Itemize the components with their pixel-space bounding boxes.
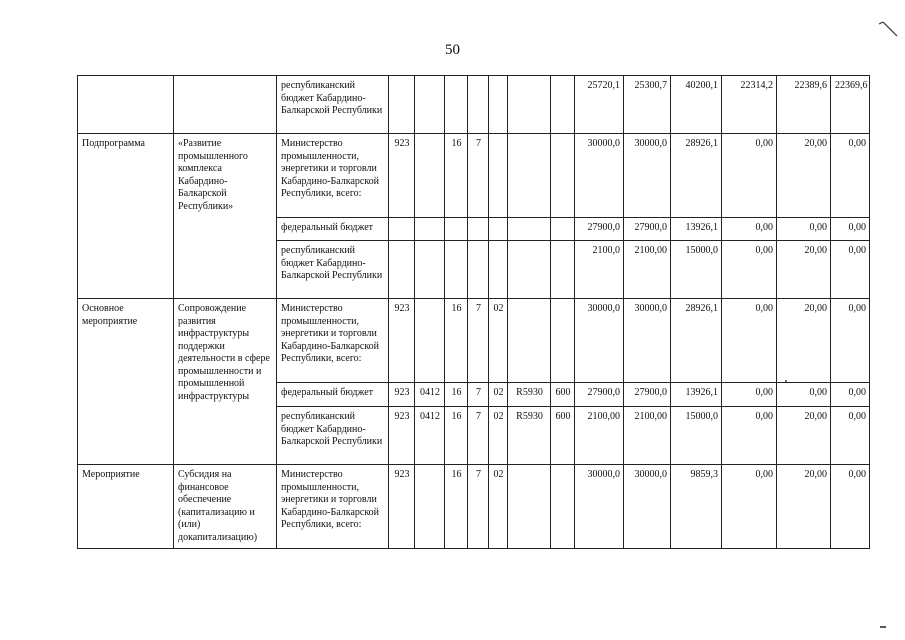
- row-kind-cell: Мероприятие: [78, 465, 174, 549]
- value-cell: 15000,0: [671, 241, 722, 299]
- value-cell: 28926,1: [671, 299, 722, 383]
- value-cell: 40200,1: [671, 76, 722, 134]
- grbs-cell: 923: [389, 299, 415, 383]
- value-cell: 0,00: [831, 218, 870, 241]
- value-cell: 25720,1: [575, 76, 624, 134]
- cs3-cell: [508, 76, 551, 134]
- vr-cell: 600: [551, 383, 575, 407]
- value-cell: 2100,00: [624, 407, 671, 465]
- pr-cell: [445, 218, 468, 241]
- table-row: [78, 76, 870, 134]
- rz-cell: 0412: [415, 383, 445, 407]
- cs2-cell: [489, 76, 508, 134]
- rz-cell: [415, 134, 445, 218]
- budget-table: [77, 75, 870, 549]
- value-cell: 0,00: [777, 218, 831, 241]
- value-cell: 0,00: [722, 299, 777, 383]
- scan-speck: [785, 380, 787, 382]
- cs3-cell: [508, 465, 551, 549]
- value-cell: 27900,0: [624, 218, 671, 241]
- cs1-cell: 7: [468, 383, 489, 407]
- value-cell: 0,00: [722, 465, 777, 549]
- value-cell: 0,00: [831, 134, 870, 218]
- scan-mark: [880, 626, 886, 628]
- cs1-cell: [468, 76, 489, 134]
- value-cell: 30000,0: [624, 465, 671, 549]
- vr-cell: 600: [551, 407, 575, 465]
- value-cell: 0,00: [722, 407, 777, 465]
- rz-cell: [415, 299, 445, 383]
- cs1-cell: [468, 218, 489, 241]
- pr-cell: 16: [445, 383, 468, 407]
- cs1-cell: [468, 241, 489, 299]
- value-cell: 9859,3: [671, 465, 722, 549]
- cs3-cell: [508, 241, 551, 299]
- pr-cell: [445, 241, 468, 299]
- value-cell: 27900,0: [575, 218, 624, 241]
- cs2-cell: [489, 218, 508, 241]
- value-cell: 22369,6: [831, 76, 870, 134]
- cs3-cell: [508, 218, 551, 241]
- funding-source-cell: республиканский бюджет Кабардино-Балкарской Республики: [277, 241, 389, 299]
- value-cell: 30000,0: [575, 465, 624, 549]
- funding-source-cell: республиканский бюджет Кабардино-Балкарской Республики: [277, 407, 389, 465]
- value-cell: 30000,0: [575, 134, 624, 218]
- cs3-cell: R5930: [508, 407, 551, 465]
- page-number: 50: [445, 42, 460, 58]
- value-cell: 0,00: [831, 241, 870, 299]
- grbs-cell: 923: [389, 383, 415, 407]
- pr-cell: 16: [445, 299, 468, 383]
- funding-source-cell: Министерство промышленности, энергетики и торговли Кабардино-Балкарской Республики, всего:: [277, 134, 389, 218]
- value-cell: 27900,0: [624, 383, 671, 407]
- grbs-cell: 923: [389, 407, 415, 465]
- funding-source-cell: Министерство промышленности, энергетики и торговли Кабардино-Балкарской Республики, всего:: [277, 465, 389, 549]
- vr-cell: [551, 241, 575, 299]
- cs3-cell: [508, 299, 551, 383]
- value-cell: 15000,0: [671, 407, 722, 465]
- row-kind-cell: Подпрограмма: [78, 134, 174, 299]
- value-cell: 2100,0: [575, 241, 624, 299]
- funding-source-cell: федеральный бюджет: [277, 383, 389, 407]
- value-cell: 0,00: [722, 241, 777, 299]
- cs1-cell: 7: [468, 407, 489, 465]
- cs2-cell: 02: [489, 465, 508, 549]
- vr-cell: [551, 465, 575, 549]
- pr-cell: [445, 76, 468, 134]
- value-cell: 0,00: [831, 299, 870, 383]
- value-cell: 25300,7: [624, 76, 671, 134]
- rz-cell: 0412: [415, 407, 445, 465]
- cs3-cell: [508, 134, 551, 218]
- grbs-cell: 923: [389, 465, 415, 549]
- table-row: [78, 134, 870, 218]
- value-cell: 27900,0: [575, 383, 624, 407]
- grbs-cell: 923: [389, 134, 415, 218]
- value-cell: 0,00: [831, 407, 870, 465]
- value-cell: 30000,0: [575, 299, 624, 383]
- row-kind-cell: Основное мероприятие: [78, 299, 174, 465]
- cs2-cell: 02: [489, 299, 508, 383]
- value-cell: 0,00: [722, 134, 777, 218]
- grbs-cell: [389, 218, 415, 241]
- vr-cell: [551, 76, 575, 134]
- pr-cell: 16: [445, 407, 468, 465]
- vr-cell: [551, 218, 575, 241]
- value-cell: 0,00: [831, 465, 870, 549]
- cs1-cell: 7: [468, 134, 489, 218]
- value-cell: 0,00: [722, 383, 777, 407]
- cs1-cell: 7: [468, 465, 489, 549]
- value-cell: 2100,00: [575, 407, 624, 465]
- table-row: [78, 299, 870, 383]
- pr-cell: 16: [445, 465, 468, 549]
- value-cell: 20,00: [777, 299, 831, 383]
- vr-cell: [551, 134, 575, 218]
- rz-cell: [415, 241, 445, 299]
- value-cell: 13926,1: [671, 218, 722, 241]
- funding-source-cell: Министерство промышленности, энергетики и торговли Кабардино-Балкарской Республики, всего:: [277, 299, 389, 383]
- corner-tick-mark: [877, 18, 899, 40]
- value-cell: 30000,0: [624, 299, 671, 383]
- value-cell: 20,00: [777, 134, 831, 218]
- rz-cell: [415, 465, 445, 549]
- value-cell: 22314,2: [722, 76, 777, 134]
- funding-source-cell: федеральный бюджет: [277, 218, 389, 241]
- value-cell: 22389,6: [777, 76, 831, 134]
- value-cell: 0,00: [722, 218, 777, 241]
- value-cell: 0,00: [831, 383, 870, 407]
- table-row: [78, 465, 870, 549]
- rz-cell: [415, 218, 445, 241]
- value-cell: 20,00: [777, 241, 831, 299]
- grbs-cell: [389, 241, 415, 299]
- value-cell: 30000,0: [624, 134, 671, 218]
- cs2-cell: 02: [489, 407, 508, 465]
- cs2-cell: [489, 134, 508, 218]
- grbs-cell: [389, 76, 415, 134]
- value-cell: 2100,00: [624, 241, 671, 299]
- cs2-cell: 02: [489, 383, 508, 407]
- row-name-cell: [174, 76, 277, 134]
- row-kind-cell: [78, 76, 174, 134]
- value-cell: 20,00: [777, 407, 831, 465]
- pr-cell: 16: [445, 134, 468, 218]
- value-cell: 20,00: [777, 465, 831, 549]
- value-cell: 13926,1: [671, 383, 722, 407]
- funding-source-cell: республиканский бюджет Кабардино-Балкарской Республики: [277, 76, 389, 134]
- rz-cell: [415, 76, 445, 134]
- cs3-cell: R5930: [508, 383, 551, 407]
- row-name-cell: «Развитие промышленного комплекса Кабардино-Балкарской Республики»: [174, 134, 277, 299]
- row-name-cell: Субсидия на финансовое обеспечение (капитализацию и (или) докапитализацию): [174, 465, 277, 549]
- cs1-cell: 7: [468, 299, 489, 383]
- value-cell: 28926,1: [671, 134, 722, 218]
- row-name-cell: Сопровождение развития инфраструктуры поддержки деятельности в сфере промышленности и промышленной инфраструктуры: [174, 299, 277, 465]
- cs2-cell: [489, 241, 508, 299]
- vr-cell: [551, 299, 575, 383]
- value-cell: 0,00: [777, 383, 831, 407]
